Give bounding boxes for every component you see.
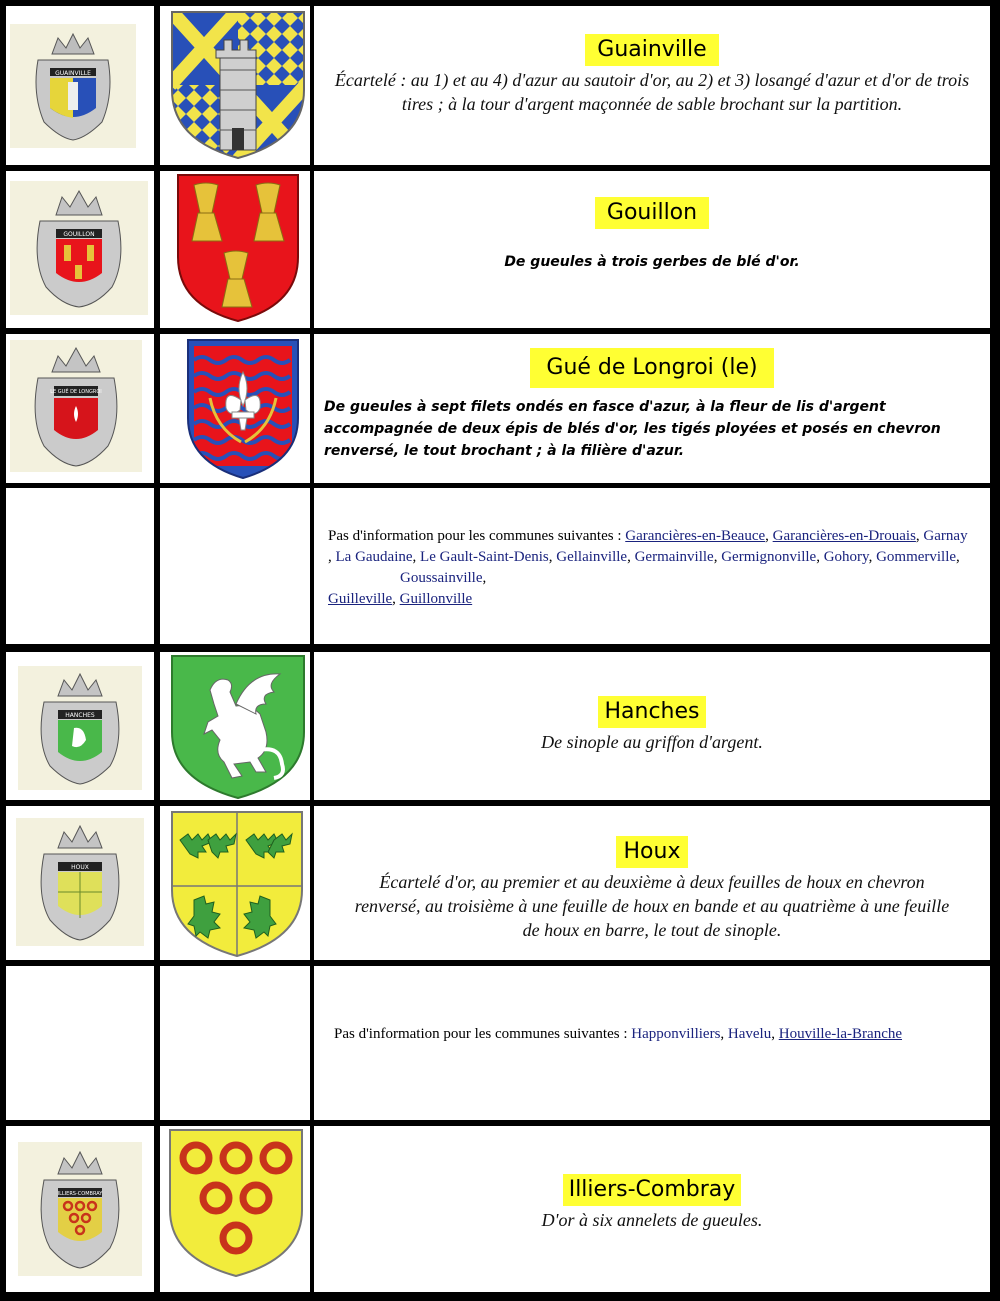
pin-label: GUAINVILLE — [55, 70, 91, 77]
table-row — [6, 806, 990, 960]
commune-link[interactable]: La Gaudaine — [335, 549, 413, 565]
shield-guainville — [170, 10, 306, 160]
blazon-cell — [314, 171, 990, 328]
blazon-text: De gueules à sept filets ondés en fasce d'azur, à la fleur de lis d'argent accompagnée de deux épis de blés d'or, les tigés ployées et posés en chevron renversé, le tout brochant ; à la filière d'azur. — [324, 399, 941, 459]
blazon-text: De gueules à trois gerbes de blé d'or. — [504, 254, 800, 270]
commune-name: Gué de Longroi (le) — [530, 348, 773, 388]
pin-cell — [6, 171, 154, 328]
commune-link[interactable]: Houville-la-Branche — [778, 1026, 903, 1042]
blazon-cell — [314, 334, 990, 483]
pin-label: LE GUÉ DE LONGROI — [50, 389, 102, 395]
pin-cell — [6, 806, 154, 960]
pin-photo — [10, 24, 136, 148]
commune-link[interactable]: Le Gault-Saint-Denis — [420, 549, 549, 565]
empty-cell — [160, 488, 310, 644]
blazon-cell — [314, 652, 990, 800]
shield-cell — [160, 6, 310, 165]
no-info-cell — [314, 966, 990, 1120]
table-row — [6, 652, 990, 800]
empty-cell — [6, 966, 154, 1120]
shield-cell — [160, 806, 310, 960]
commune-link[interactable]: Guillonville — [399, 591, 473, 607]
pin-photo — [16, 818, 144, 946]
blazon-cell — [314, 1126, 990, 1292]
commune-link[interactable]: Garnay — [923, 528, 968, 544]
empty-cell — [6, 488, 154, 644]
commune-name: Houx — [616, 836, 689, 868]
table-row — [6, 171, 990, 328]
pin-label: HANCHES — [65, 712, 95, 719]
pin-photo — [10, 340, 142, 472]
pin-cell — [6, 1126, 154, 1292]
table-row — [6, 6, 990, 165]
table-row — [6, 334, 990, 483]
commune-link[interactable]: Happonvilliers — [631, 1026, 721, 1042]
pin-cell — [6, 652, 154, 800]
table-row — [6, 488, 990, 644]
pin-label: GOUILLON — [63, 231, 95, 238]
no-info-text: Pas d'information pour les communes suivantes : Happonvilliers, Havelu, Houville-la-Branche — [334, 1026, 903, 1042]
shield-cell — [160, 334, 310, 483]
pin-photo — [18, 1142, 142, 1276]
shield-cell — [160, 1126, 310, 1292]
commune-link[interactable]: Guilleville — [328, 591, 393, 607]
commune-link[interactable]: Gohory — [823, 549, 869, 565]
shield-cell — [160, 652, 310, 800]
pin-label: ILLIERS-COMBRAY — [57, 1191, 103, 1197]
no-info-intro: Pas d'information pour les communes suivantes : — [334, 1026, 628, 1042]
pin-cell — [6, 6, 154, 165]
pin-photo — [10, 181, 148, 315]
pin-photo — [18, 666, 142, 790]
shield-houx — [170, 810, 304, 958]
no-info-intro: Pas d'information pour les communes suivantes : — [328, 528, 622, 544]
table-row — [6, 1126, 990, 1292]
commune-link[interactable]: Garancières-en-Drouais — [772, 528, 916, 544]
commune-link[interactable]: Havelu — [727, 1026, 772, 1042]
commune-link[interactable]: Germignonville — [721, 549, 817, 565]
table-row — [6, 966, 990, 1120]
commune-link[interactable]: Gommerville — [876, 549, 957, 565]
shield-illiers-combray — [168, 1128, 304, 1278]
blazon-text: Écartelé : au 1) et au 4) d'azur au sautoir d'or, au 2) et 3) losangé d'azur et d'or de trois tires ; à la tour d'argent maçonnée de sable brochant sur la partition. — [334, 70, 970, 114]
commune-name: Hanches — [598, 696, 705, 728]
commune-name: Gouillon — [595, 197, 709, 229]
shield-gue-de-longroi — [186, 338, 300, 480]
shield-cell — [160, 171, 310, 328]
blazon-cell — [314, 6, 990, 165]
commune-link[interactable]: Gellainville — [556, 549, 628, 565]
blazon-text: D'or à six annelets de gueules. — [541, 1210, 763, 1230]
no-info-text: Pas d'information pour les communes suivantes : Garancières-en-Beauce, Garancières-en-Drouais, Garnay , La Gaudaine, Le Gault-Saint-Denis, Gellainville, Germainville, Germignonville, Gohory, Gommerville, Goussainville, Guilleville, Guillonville — [328, 528, 968, 607]
empty-cell — [160, 966, 310, 1120]
commune-link[interactable]: Garancières-en-Beauce — [625, 528, 766, 544]
blazon-cell — [314, 806, 990, 960]
commune-link[interactable]: Goussainville — [400, 570, 483, 586]
blazon-text: Écartelé d'or, au premier et au deuxième à deux feuilles de houx en chevron renversé, au troisième à une feuille de houx en bande et au quatrième à une feuille de houx en barre, le tout de sinople. — [354, 872, 950, 940]
commune-link[interactable]: Germainville — [634, 549, 714, 565]
pin-label: HOUX — [71, 864, 89, 871]
commune-name: Guainville — [585, 34, 718, 66]
no-info-cell — [314, 488, 990, 644]
commune-name: Illiers-Combray — [563, 1174, 742, 1206]
pin-cell — [6, 334, 154, 483]
shield-hanches — [170, 654, 306, 800]
shield-gouillon — [176, 173, 300, 323]
blazon-text: De sinople au griffon d'argent. — [541, 732, 763, 752]
